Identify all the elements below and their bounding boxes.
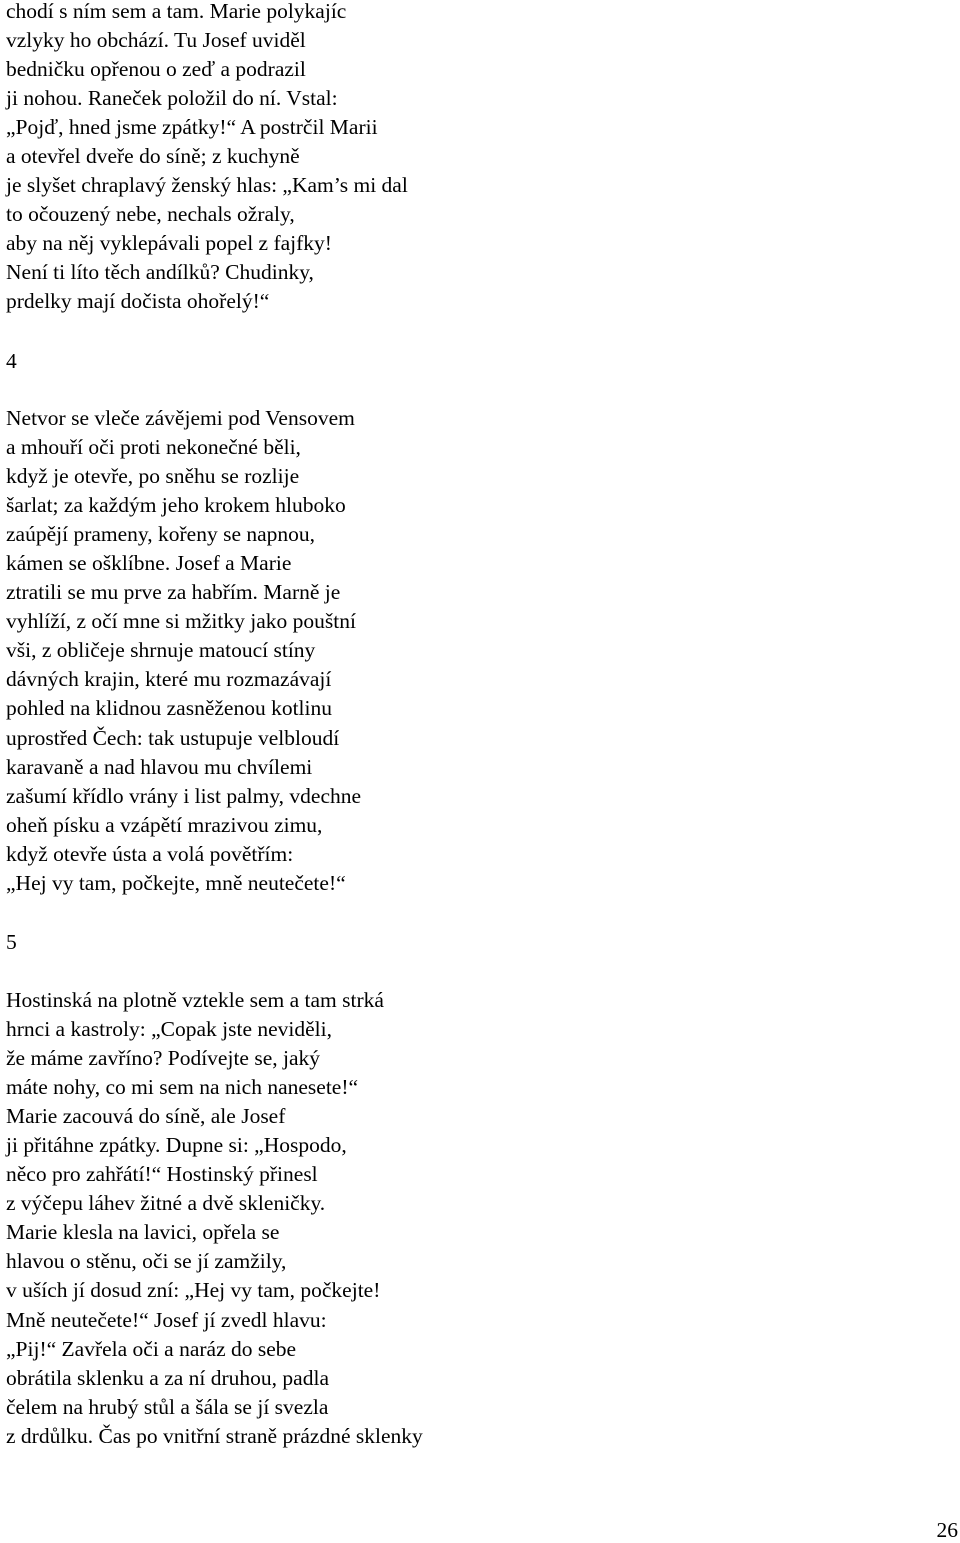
paragraph-2 (6, 404, 361, 898)
text-line: v uších jí dosud zní: „Hej vy tam, počkejte! (6, 1278, 381, 1303)
text-line: „Pij!“ Zavřela oči a naráz do sebe (6, 1336, 297, 1361)
page-number: 26 (936, 1518, 958, 1542)
text-line: Marie zacouvá do síně, ale Josef (6, 1104, 286, 1129)
text-line: čelem na hrubý stůl a šála se jí svezla (6, 1394, 329, 1419)
text-line: „Hej vy tam, počkejte, mně neutečete!“ (6, 870, 346, 895)
text-line: dávných krajin, které mu rozmazávají (6, 667, 332, 692)
text-line: „Pojď, hned jsme zpátky!“ A postrčil Marii (6, 115, 378, 140)
text-line: když je otevře, po sněhu se rozlije (6, 464, 300, 489)
text-line: vzlyky ho obchází. Tu Josef uviděl (6, 28, 306, 53)
text-line: prdelky mají dočista ohořelý!“ (6, 289, 270, 314)
text-line: máte nohy, co mi sem na nich nanesete!“ (6, 1075, 359, 1100)
text-line: a mhouří oči proti nekonečné běli, (6, 435, 301, 460)
text-line: je slyšet chraplavý ženský hlas: „Kam’s mi dal (6, 173, 408, 198)
text-line: zašumí křídlo vrány i list palmy, vdechne (6, 783, 362, 808)
text-line: oheň písku a vzápětí mrazivou zimu, (6, 812, 323, 837)
text-line: obrátila sklenku a za ní druhou, padla (6, 1365, 329, 1390)
text-line: z výčepu láhev žitné a dvě skleničky. (6, 1191, 326, 1216)
section-number-4: 4 (6, 349, 17, 373)
text-line: zaúpějí prameny, kořeny se napnou, (6, 522, 316, 547)
text-line: chodí s ním sem a tam. Marie polykajíc (6, 0, 347, 23)
text-line: pohled na klidnou zasněženou kotlinu (6, 696, 333, 721)
text-line: ji nohou. Raneček položil do ní. Vstal: (6, 86, 338, 111)
text-line: Mně neutečete!“ Josef jí zvedl hlavu: (6, 1307, 327, 1332)
text-line: to očouzený nebe, nechals ožraly, (6, 202, 295, 227)
text-line: ztratili se mu prve za habřím. Marně je (6, 580, 341, 605)
text-line: a otevřel dveře do síně; z kuchyně (6, 144, 300, 169)
paragraph-1 (6, 0, 408, 317)
text-line: šarlat; za každým jeho krokem hluboko (6, 493, 346, 518)
text-line: z drdůlku. Čas po vnitřní straně prázdné sklenky (6, 1423, 423, 1448)
text-line: hrnci a kastroly: „Copak jste neviděli, (6, 1017, 332, 1042)
text-line: když otevře ústa a volá povětřím: (6, 841, 294, 866)
text-line: Není ti líto těch andílků? Chudinky, (6, 260, 314, 285)
text-line: vyhlíží, z očí mne si mžitky jako pouštní (6, 609, 356, 634)
text-line: ji přitáhne zpátky. Dupne si: „Hospodo, (6, 1133, 347, 1158)
text-line: karavaně a nad hlavou mu chvílemi (6, 754, 313, 779)
text-line: aby na něj vyklepávali popel z fajfky! (6, 231, 332, 256)
text-line: Netvor se vleče závějemi pod Vensovem (6, 406, 355, 430)
text-line: bedničku opřenou o zeď a podrazil (6, 57, 306, 82)
paragraph-3 (6, 986, 423, 1451)
text-line: Hostinská na plotně vztekle sem a tam strká (6, 988, 384, 1012)
text-line: kámen se ošklíbne. Josef a Marie (6, 551, 292, 576)
text-line: Marie klesla na lavici, opřela se (6, 1220, 280, 1245)
section-number-5: 5 (6, 930, 17, 954)
text-line: hlavou o stěnu, oči se jí zamžily, (6, 1249, 287, 1274)
text-line: že máme zavříno? Podívejte se, jaký (6, 1046, 321, 1071)
text-line: vši, z obličeje shrnuje matoucí stíny (6, 638, 316, 663)
text-line: uprostřed Čech: tak ustupuje velbloudí (6, 725, 340, 750)
text-line: něco pro zahřátí!“ Hostinský přinesl (6, 1162, 318, 1187)
